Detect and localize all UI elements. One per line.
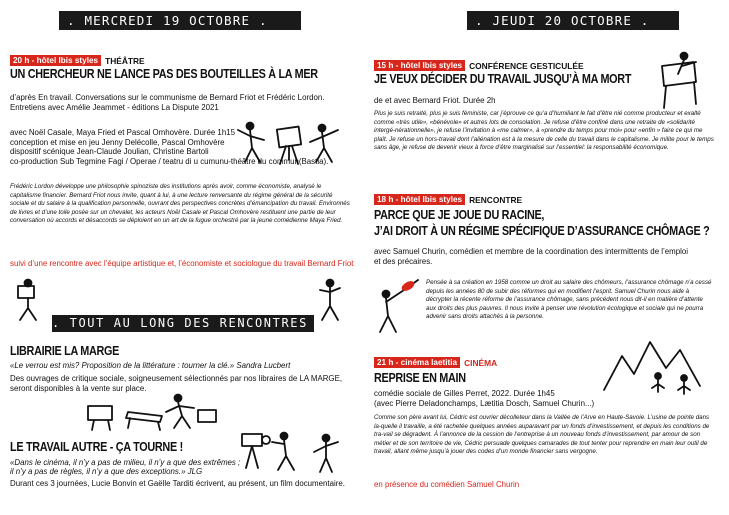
event-description: Plus je suis retraité, plus je suis féministe, car j’éprouve ce qu’a d’humiliant le fait d’être nié comme producteur et exalté comme «très utile», «bénévole» et autres lots de consolation. Je refuse d’être confiné dans une retraite de «solidarité intergé-nérationnelle», je refuse l’invitation à «me calmer», à «prendre du temps pour moi» pour «enfin » faire ce qui me plaît. Je refuse un hors-travail dont l’aliénation est à la mesure de celle du travail dans le capitalisme. Je milite pour le temps sans âge, je refuse de devenir vieux à force d’être marginalisé sur l’essentiel: la responsabilité économique. [374,110,714,151]
camera-crew-illustration [234,428,350,478]
category-label: CONFÉRENCE GESTICULÉE [469,60,584,71]
venue-tag: 18 h - hôtel Ibis styles [374,194,465,205]
books-table-illustration [78,392,228,432]
event-title-line-1: PARCE QUE JE JOUE DU RACINE, [374,208,545,222]
day-banner-wednesday: . MERCREDI 19 OCTOBRE . [59,11,301,30]
category-label: RENCONTRE [469,194,523,205]
event-title: REPRISE EN MAIN [374,371,466,385]
band-banner-throughout: . TOUT AU LONG DES RENCONTRES . [52,316,326,330]
event-description: Frédéric Lordon développe une philosophie spinoziste des institutions après avoir, comme économiste, analysé le capitalisme financier. Bernard Friot nous invite, quant à lui, à une lecture renversante du régime général de la sécurité sociale et du salaire à la qualification personnelle, ouvrant des perspectives concrètes d’émancipation du travail. Environnés de livres et d’une toile posée sur un chevalet, les acteurs Noël Casale et Pascal Omhovère restituent une partie de leur conversation où accords et désaccords se déploient en un art de la fugue orchestré par la jeune comédienne Maya Fried. [10,183,350,224]
travail-quote-1: «Dans le cinéma, il n’y a pas de milieu, il n’y a que des extrêmes ; [10,458,241,467]
mountains-illustration [600,328,716,398]
event-header [374,354,497,372]
event-followup: en présence du comédien Samuel Churin [374,480,520,489]
event-description: Comme son père avant lui, Cédric est ouvrier décolleteur dans la Vallée de l’Arve en Haute-Savoie. L’usine de pointe dans la-quelle il travaille, a été rachetée quelques années auparavant par un fonds d’investissement, et depuis les conditions de tra-vail se dégradent. À l’annonce de la cession de l’entreprise à un nouveau fonds d’investissement, par amour de son métier et de son territoire de vie, Cédric persuade quelques camarades de tout tenter pour reprendre en main leur outil de travail, allant même jusqu’à jouer des codes d’un monde financier sans vergogne. [374,414,710,455]
left-column [8,0,356,515]
chair-figure-illustration [646,52,716,112]
event-subtitle: avec Samuel Churin, comédien et membre de la coordination des intermittents de l’emploi et des précaires. [374,247,689,266]
venue-tag: 15 h - hôtel Ibis styles [374,60,465,71]
venue-tag: 21 h - cinéma laetitia [374,357,460,368]
category-label: CINÉMA [464,357,498,368]
event-subtitle-1: comédie sociale de Gilles Perret, 2022. Durée 1h45 [374,389,555,398]
event-title-line-2: J’AI DROIT À UN RÉGIME SPÉCIFIQUE D’ASSURANCE CHÔMAGE ? [374,224,710,238]
credit-line: dispositif scénique Jean-Claude Joulian, Christine Bartoli [10,147,209,157]
event-followup: suivi d’une rencontre avec l’équipe artistique et, l’économiste et sociologue du travail Bernard Friot [10,259,354,268]
travail-quote-2: il n’y a pas de règles, il n’y a que des exceptions.» JLG [10,467,203,476]
travail-text: Durant ces 3 journées, Lucie Bonvin et Gaëlle Tarditi écrivent, au présent, un film documentaire. [10,479,345,488]
event-description: Pensée à sa création en 1958 comme un droit au salaire des chômeurs, l’assurance chômage n’a cessé depuis les années 80 de subir des réformes qui en modifient l’esprit. Samuel Churin nous aide à décrypter la récente réforme de l’assurance chômage, sans précédent nous dit-il en matière d’attente aux droits des plus pauvres. Il nous invite à penser une révolution écologique et sociale qui ne pourra advenir sans droits attachés à la personne. [426,279,712,320]
credit-line: co-production Sub Tegmine Fagi / Operae / teatru di u cumunu-théâtre du commun(Bastia). [10,156,329,166]
event-header [374,191,522,209]
venue-tag: 20 h - hôtel Ibis styles [10,55,101,66]
librairie-quote: «Le verrou est mis? Proposition de la littérature : tourner la clé.» Sandra Lucbert [10,361,291,370]
credit-line: avec Noël Casale, Maya Fried et Pascal Omhovère. Durée 1h15 [10,128,235,137]
day-banner-thursday: . JEUDI 20 OCTOBRE . [467,11,679,30]
event-subtitle: de et avec Bernard Friot. Durée 2h [374,96,496,105]
event-subtitle-2: (avec Pierre Deladonchamps, Lætitia Dosch, Samuel Churin...) [374,399,595,408]
event-title: JE VEUX DÉCIDER DU TRAVAIL JUSQU’À MA MORT [374,72,632,86]
librairie-text: Des ouvrages de critique sociale, soigneusement sélectionnés par nos libraires de LA MARGE, seront disponibles à la vente sur place. [10,374,343,393]
stick-figures-illustration [230,118,350,176]
category-label: THÉÂTRE [105,55,145,66]
right-column [370,0,718,515]
librairie-title: LIBRAIRIE LA MARGE [10,344,120,358]
reading-figure-illustration [10,278,50,323]
travail-title: LE TRAVAIL AUTRE - ÇA TOURNE ! [10,440,183,454]
drumming-figure-illustration [374,276,426,336]
event-intro: d’après En travail. Conversations sur le communisme de Bernard Friot et Frédéric Lordon. Entretiens avec Amélie Jeammet - éditions La Dispute 2021 [10,93,325,112]
credit-line: conception et mise en jeu Jenny Delécolle, Pascal Omhovère [10,137,225,147]
event-title: UN CHERCHEUR NE LANCE PAS DES BOUTEILLES À LA MER [10,67,318,81]
